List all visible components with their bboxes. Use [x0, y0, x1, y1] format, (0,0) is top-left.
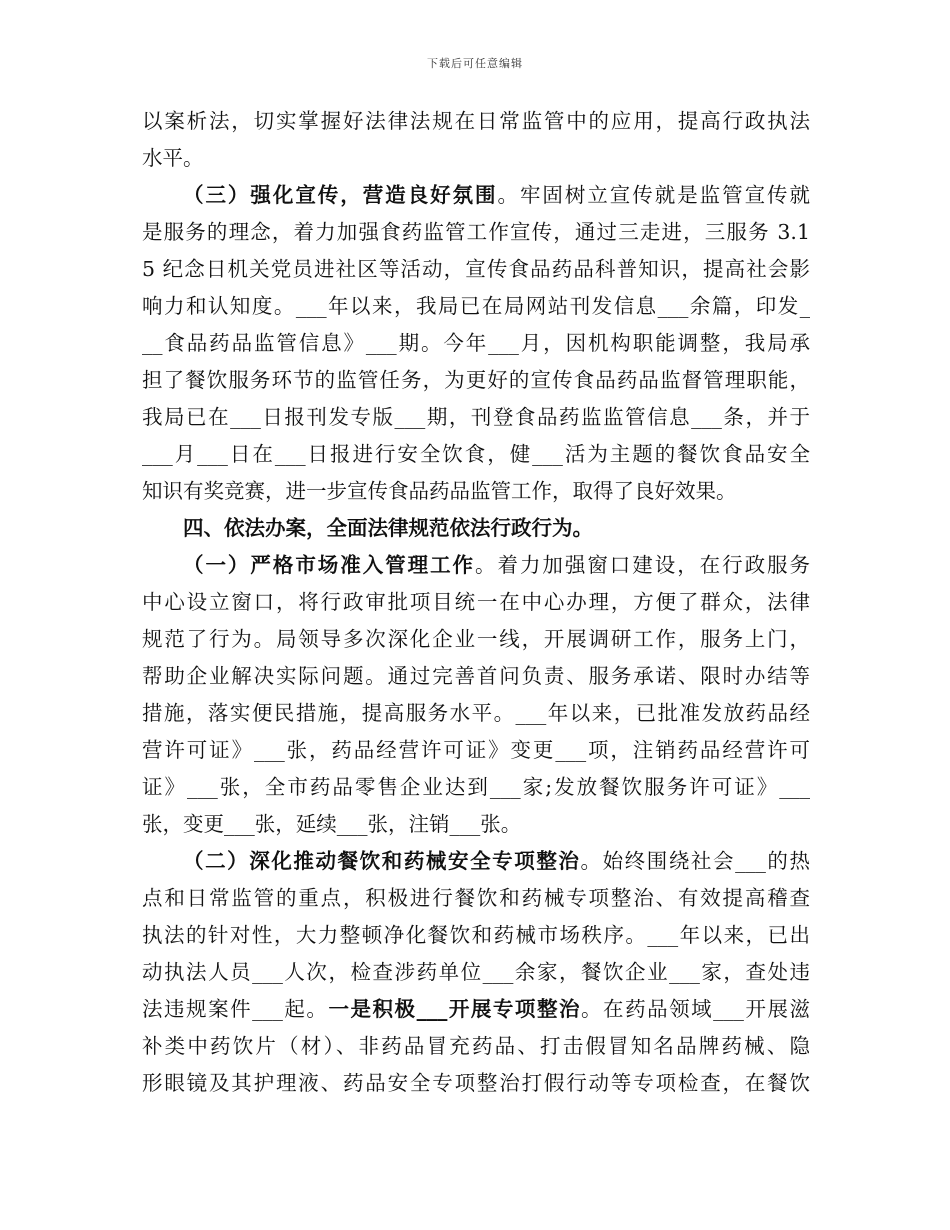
paragraph-line	[142, 695, 810, 732]
paragraph-line	[142, 806, 810, 843]
line-text: 营许可证》___张，药品经营许可证》变更___项，注销药品经营许可	[142, 738, 810, 762]
line-text: ___月___日在___日报进行安全饮食，健___活为主题的餐饮食品安全	[142, 442, 810, 466]
line-text: 是服务的理念，着力加强食药监管工作宣传，通过三走进，三服务 3.1	[142, 220, 810, 244]
section-heading-line	[142, 510, 810, 547]
line-text: 水平。	[142, 146, 204, 170]
line-text: 形眼镜及其护理液、药品安全专项整治打假行动等专项检查，在餐饮	[142, 1071, 810, 1095]
paragraph-line	[142, 288, 810, 325]
line-text: 动执法人员___人次，检查涉药单位___余家，餐饮企业___家，查处违	[142, 960, 810, 984]
line-text: 知识有奖竞赛，进一步宣传食品药品监管工作，取得了良好效果。	[142, 479, 737, 503]
subsection-heading-line	[142, 547, 810, 584]
inline-bold-phrase: 一是积极___开展专项整治	[328, 997, 582, 1021]
subsection-heading: （一）严格市场准入管理工作	[183, 553, 476, 577]
subsection-heading-line	[142, 843, 810, 880]
paragraph-line	[142, 103, 810, 140]
line-text: 补类中药饮片（材）、非药品冒充药品、打击假冒知名品牌药械、隐	[142, 1034, 810, 1058]
line-text: 法违规案件___起。	[142, 997, 329, 1021]
paragraph-line	[142, 325, 810, 362]
line-text: 证》___张，全市药品零售企业达到___家;发放餐饮服务许可证》___	[142, 775, 810, 799]
section-heading: 四、依法办案，全面法律规范依法行政行为。	[183, 516, 593, 540]
line-text: 以案析法，切实掌握好法律法规在日常监管中的应用，提高行政执法	[142, 109, 810, 133]
line-text: 张，变更___张，延续___张，注销___张。	[142, 812, 522, 836]
paragraph-line	[142, 769, 810, 806]
paragraph-line	[142, 473, 810, 510]
paragraph-line	[142, 991, 810, 1028]
paragraph-line	[142, 880, 810, 917]
paragraph-line	[142, 399, 810, 436]
line-text: 。着力加强窗口建设，在行政服务	[475, 553, 811, 577]
paragraph-line	[142, 1028, 810, 1065]
paragraph-line	[142, 251, 810, 288]
document-body	[142, 103, 810, 1102]
paragraph-line	[142, 436, 810, 473]
subsection-heading: （三）强化宣传，营造良好氛围	[183, 183, 498, 207]
line-text: 中心设立窗口，将行政审批项目统一在中心办理，方便了群众，法律	[142, 590, 810, 614]
subsection-heading: （二）深化推动餐饮和药械安全专项整治	[183, 849, 581, 873]
line-text: 响力和认知度。___年以来，我局已在局网站刊发信息___余篇，印发_	[142, 294, 810, 318]
paragraph-line	[142, 140, 810, 177]
paragraph-line	[142, 362, 810, 399]
line-text: 点和日常监管的重点，积极进行餐饮和药械专项整治、有效提高稽查	[142, 886, 810, 910]
paragraph-line	[142, 732, 810, 769]
line-text: 帮助企业解决实际问题。通过完善首问负责、服务承诺、限时办结等	[142, 664, 810, 688]
line-text: 措施，落实便民措施，提高服务水平。___年以来，已批准发放药品经	[142, 701, 810, 725]
paragraph-line	[142, 214, 810, 251]
paragraph-line	[142, 584, 810, 621]
line-text: 。始终围绕社会___的热	[580, 849, 810, 873]
line-text: 。在药品领域___开展滋	[581, 997, 811, 1021]
paragraph-line	[142, 917, 810, 954]
page-header: 下载后可任意编辑	[427, 57, 523, 70]
line-text: 我局已在___日报刊发专版___期，刊登食品药监监管信息___条，并于	[142, 405, 810, 429]
line-text: 执法的针对性，大力整顿净化餐饮和药械市场秩序。___年以来，已出	[142, 923, 810, 947]
paragraph-line	[142, 621, 810, 658]
line-text: __食品药品监管信息》___期。今年___月，因机构职能调整，我局承	[142, 331, 810, 355]
line-text: 5 纪念日机关党员进社区等活动，宣传食品药品科普知识，提高社会影	[142, 257, 810, 281]
line-text: 担了餐饮服务环节的监管任务，为更好的宣传食品药品监督管理职能，	[142, 368, 810, 392]
subsection-heading-line	[142, 177, 810, 214]
paragraph-line	[142, 658, 810, 695]
paragraph-line	[142, 954, 810, 991]
line-text: 规范了行为。局领导多次深化企业一线，开展调研工作，服务上门，	[142, 627, 810, 651]
paragraph-line	[142, 1065, 810, 1102]
line-text: 。牢固树立宣传就是监管宣传就	[497, 183, 811, 207]
